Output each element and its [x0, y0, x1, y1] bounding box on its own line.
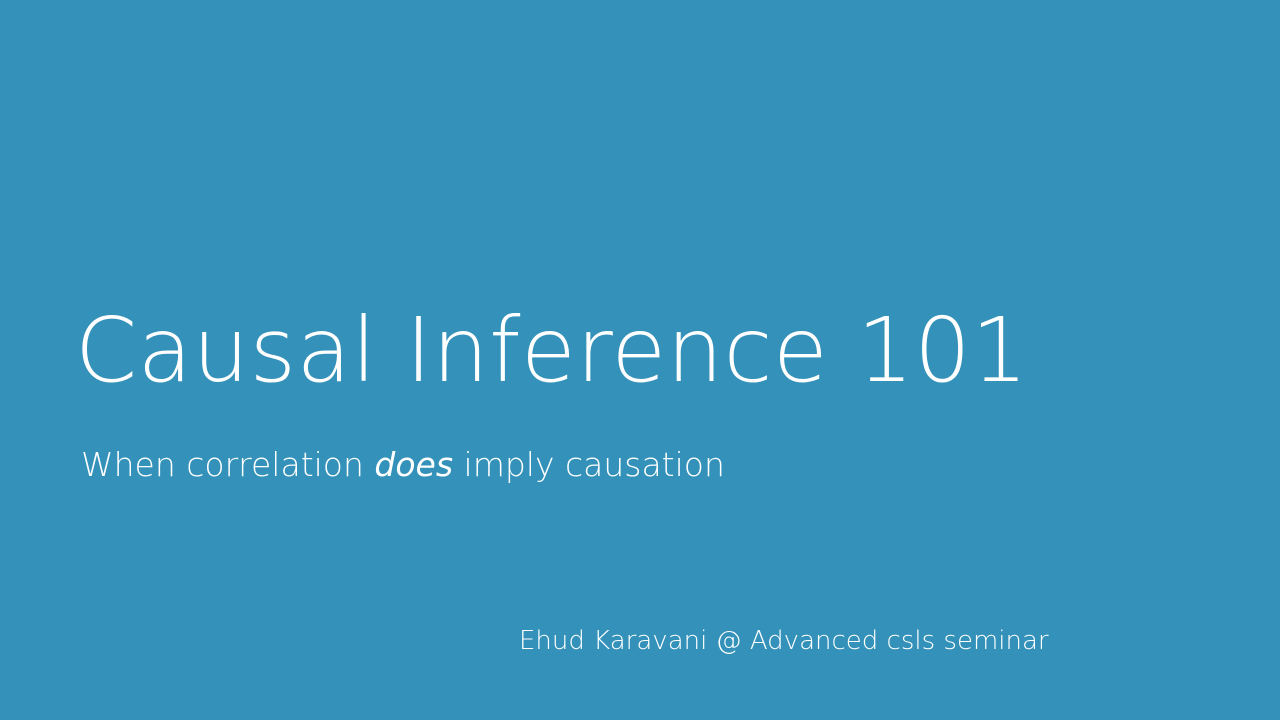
slide-title: Causal Inference 101: [75, 298, 1029, 402]
author-line: Ehud Karavani @ Advanced csls seminar: [519, 626, 1049, 656]
subtitle-text-after: imply causation: [453, 445, 725, 484]
subtitle-emphasis: does: [374, 445, 454, 484]
subtitle-text-before: When correlation: [81, 445, 375, 484]
slide-subtitle: [81, 445, 725, 485]
